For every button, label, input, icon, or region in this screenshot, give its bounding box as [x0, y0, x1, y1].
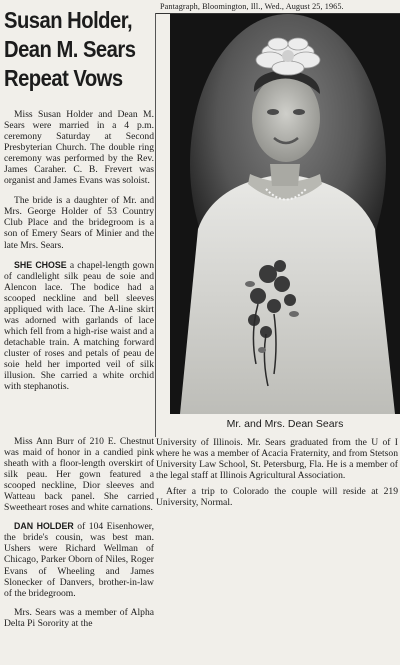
photo-caption: Mr. and Mrs. Dean Sears [226, 418, 344, 430]
paragraph-lead: SHE CHOSE [14, 259, 67, 270]
headline [4, 6, 136, 93]
article-paragraph [4, 521, 154, 598]
article-column-left-lower [4, 436, 154, 629]
dateline: Pantagraph, Bloomington, Ill., Wed., August 25, 1965. [160, 2, 344, 11]
article-paragraph: Miss Ann Burr of 210 E. Chestnut was maid of honor in a candied pink sheath with a floor-length overskirt of silk peau. Her gown featured a scooped neckline, Dior sleeves and Watteau back panel. She carried Sweetheart roses and white carnations. [4, 436, 154, 514]
article-paragraph: Mrs. Sears was a member of Alpha Delta Pi Sorority at the [4, 606, 154, 629]
article-paragraph [4, 260, 154, 393]
wedding-photo [170, 14, 400, 414]
column-rule [155, 13, 156, 437]
paragraph-lead: DAN HOLDER [14, 521, 74, 532]
article-column-right [156, 437, 398, 508]
article-paragraph: Miss Susan Holder and Dean M. Sears were married in a 4 p.m. ceremony Saturday at Second Presbyterian Church. The double ring ceremony was performed by the Rev. James Caraher. C. B. Frevert was organist and James Evans was soloist. [4, 109, 154, 187]
article-paragraph: University of Illinois. Mr. Sears graduated from the U of I where he was a member of Acacia Fraternity, and from Stetson University Law School, St. Petersburg, Fla. He is a member of the legal staff at Illinois Agricultural Association. [156, 437, 398, 482]
headline-line-1: Susan Holder, [4, 7, 133, 33]
paragraph-text: of 104 Eisenhower, the bride's cousin, was best man. Ushers were Richard Wellman of Chicago, Parker Oborn of Niles, Roger Evans of Wheeling and James Slonecker of Danvers, brother-in-law of the bridegroom. [4, 521, 155, 599]
article-column-left [4, 109, 154, 392]
article-paragraph: The bride is a daughter of Mr. and Mrs. George Holder of 53 Country Club Place and the bridegroom is a son of Emery Sears of Minier and the late Mrs. Sears. [4, 195, 154, 251]
bride-portrait-image [170, 14, 400, 414]
paragraph-text: a chapel-length gown of candlelight silk peau de soie and Alencon lace. The bodice had a scooped neckline and bell sleeves appliqued with lace. The A-line skirt was adorned with garlands of lace which fell from a high-rise waist and a detachable train. A matching forward cluster of roses and petals of peau de soie held her imported veil of silk illusion. She carried a white orchid with stephanotis. [4, 259, 154, 393]
headline-line-2: Dean M. Sears [4, 36, 136, 62]
article-paragraph: After a trip to Colorado the couple will reside at 219 University, Normal. [156, 486, 398, 509]
headline-line-3: Repeat Vows [4, 65, 123, 91]
